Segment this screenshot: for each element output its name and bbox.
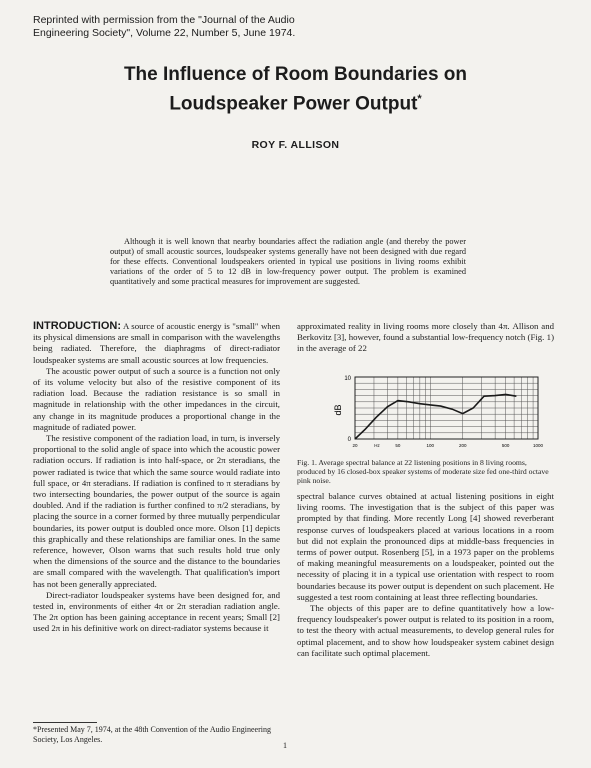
x-tick-labels bbox=[352, 443, 543, 448]
footnote-rule bbox=[33, 722, 97, 723]
y-tick-0: 0 bbox=[347, 437, 351, 443]
reprint-note: Reprinted with permission from the "Journal of the Audio Engineering Society", Volume 22, Number 5, June 1974. bbox=[33, 14, 296, 39]
right-paragraph-1: spectral balance curves obtained at actual listening positions in eight living rooms. The investigation that is the subject of this paper was prompted by that finding. More recently Long [4] showed reverberant response curves of loudspeakers placed at various locations in a room but did not explain the pronounced dips at middle-bass frequencies in terms of power output. Rosenberg [5], in a 1973 paper on the problems of making meaningful measurements on a loudspeaker, pointed out the necessity of placing it in a typical use orientation with respect to room boundaries because its power output is dependent on such placement. He suggested a test room containing at least three reflecting boundaries. bbox=[297, 491, 554, 602]
footnote: *Presented May 7, 1974, at the 48th Convention of the Audio Engineering Society, Los Angeles. bbox=[33, 725, 271, 744]
intro-paragraph-3: The resistive component of the radiation load, in turn, is inversely proportional to the solid angle of space into which the acoustic power radiation occurs. If radiation is into half-space, or 2π steradians, the power radiated is twice that which the same source would radiate into full space, or 4π steradians. If radiation is confined to π steradians by two intersecting boundaries, the power output of the source is again doubled. And if the radiation is further confined to π/2 steradians, by placing the source in a corner formed by three mutually perpendicular boundaries, its power output is doubled once more. Olson [1] depicts this graphically and these relationships are familiar ones. In the same reference, however, Olson warns that such results hold true only when the dimensions of the source and the distance to the boundaries are small compared with the wavelength. That qualification's import has not been generally appreciated. bbox=[33, 433, 280, 589]
figure-1-chart bbox=[303, 370, 553, 458]
y-tick-10: 10 bbox=[344, 376, 351, 382]
x-tick-label: 50 bbox=[395, 443, 401, 448]
title-footnote-mark: * bbox=[417, 93, 422, 105]
right-paragraph-2: The objects of this paper are to define quantitatively how a low-frequency loudspeaker's power output is related to its position in a room, to test the theory with actual measurements, to develop general rules for optimal placement, and to show how loudspeaker system cabinet design can facilitate such optimal placement. bbox=[297, 603, 554, 658]
right-column-bottom bbox=[297, 491, 554, 659]
x-tick-label: 1000 bbox=[532, 443, 544, 448]
intro-paragraph-2: The acoustic power output of such a source is a function not only of its volume velocity but also of the resistive component of its radiation load. Because the radiation resistance is so small in magnitude in relationship with the other impedances in the circuit, any change in its magnitude produces a proportional change in the magnitude of radiated power. bbox=[33, 365, 280, 432]
intro-paragraph-1 bbox=[33, 321, 280, 366]
x-tick-label: 100 bbox=[426, 443, 435, 448]
page-number: 1 bbox=[283, 741, 287, 750]
paper-title bbox=[0, 62, 591, 116]
y-axis-label: dB bbox=[333, 404, 343, 416]
x-axis-unit: Hz bbox=[374, 443, 380, 448]
abstract: Although it is well known that nearby boundaries affect the radiation angle (and thereby the power output) of small acoustic sources, loudspeaker systems generally have not been designed with due regard for these effects. Conventional loudspeakers oriented in typical use positions in living rooms exhibit variations of the order of 5 to 12 dB in low-frequency power output. The problem is examined quantitatively and some practical measures for improvement are suggested. bbox=[110, 237, 466, 286]
x-tick-label: 500 bbox=[501, 443, 510, 448]
title-line-1: The Influence of Room Boundaries on bbox=[123, 64, 468, 85]
intro-heading: INTRODUCTION: bbox=[33, 320, 121, 332]
left-column bbox=[33, 321, 280, 635]
author-name: ROY F. ALLISON bbox=[251, 139, 340, 151]
intro-text-1: A source of acoustic energy is "small" when its physical dimensions are small in comparison with the wavelengths being radiated. Therefore, the diaphragms of direct-radiator loudspeaker systems are small acoustic sources at low frequencies. bbox=[33, 321, 280, 365]
spectral-balance-curve bbox=[355, 394, 516, 439]
figure-1-caption: Fig. 1. Average spectral balance at 22 listening positions in 8 living rooms, produced by 16 closed-box speaker systems of moderate size fed one-third octave pink noise. bbox=[297, 458, 549, 485]
intro-paragraph-4: Direct-radiator loudspeaker systems have been designed for, and tested in, environments of either 4π or 2π steradian radiation angle. The 2π option has been gaining acceptance in recent years; Small [2] used 2π in his definitive work on direct-radiator systems because it bbox=[33, 589, 280, 634]
x-tick-label: 200 bbox=[458, 443, 467, 448]
x-tick-label: 20 bbox=[352, 443, 358, 448]
right-column-top: approximated reality in living rooms more closely than 4π. Allison and Berkovitz [3], however, found a substantial low-frequency notch (Fig. 1) in the average of 22 bbox=[297, 321, 554, 354]
title-line-2: Loudspeaker Power Output bbox=[169, 93, 418, 115]
